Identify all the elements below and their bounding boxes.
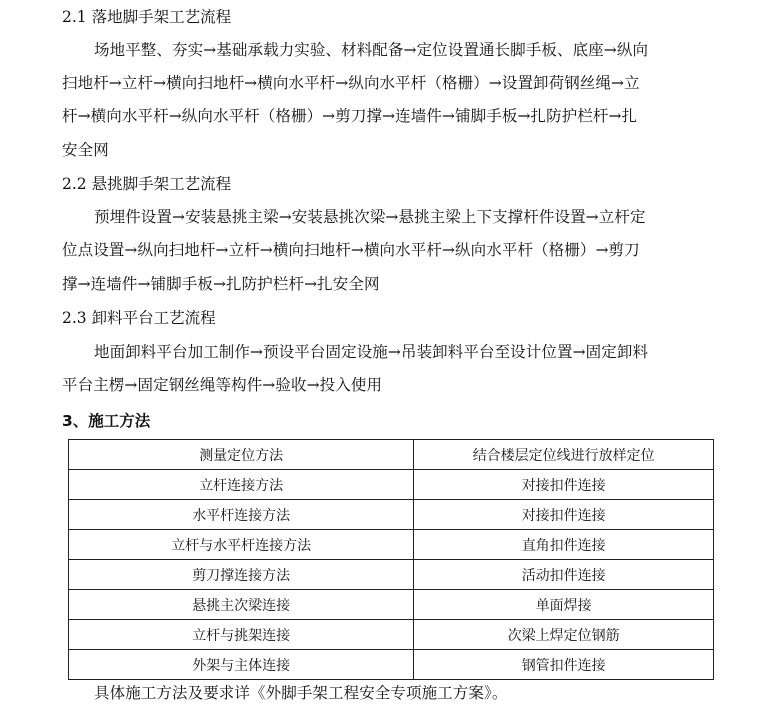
table-row	[69, 530, 714, 560]
construction-method-table	[68, 439, 714, 680]
table-cell-method: 对接扣件连接	[414, 470, 714, 500]
table-cell-item: 外架与主体连接	[69, 650, 414, 680]
table-cell-item: 立杆与挑架连接	[69, 620, 414, 650]
table-cell-method: 次梁上焊定位钢筋	[414, 620, 714, 650]
table-cell-method: 结合楼层定位线进行放样定位	[414, 440, 714, 470]
table-cell-item: 剪刀撑连接方法	[69, 560, 414, 590]
table-cell-item: 测量定位方法	[69, 440, 414, 470]
table-row	[69, 470, 714, 500]
table-row	[69, 590, 714, 620]
section-2-3-line-1: 地面卸料平台加工制作→预设平台固定设施→吊装卸料平台至设计位置→固定卸料	[94, 343, 649, 361]
section-2-1-line-3: 杆→横向水平杆→纵向水平杆（格栅）→剪刀撑→连墙件→铺脚手板→扎防护栏杆→扎	[62, 107, 638, 125]
section-2-3-line-2: 平台主楞→固定钢丝绳等构件→验收→投入使用	[62, 376, 383, 394]
table-cell-item: 立杆与水平杆连接方法	[69, 530, 414, 560]
table-row	[69, 620, 714, 650]
table-row	[69, 650, 714, 680]
table-cell-method: 直角扣件连接	[414, 530, 714, 560]
section-2-2-line-3: 撑→连墙件→铺脚手板→扎防护栏杆→扎安全网	[62, 275, 380, 293]
table-row	[69, 500, 714, 530]
method-title: 3、施工方法	[62, 412, 151, 430]
table-cell-method: 钢管扣件连接	[414, 650, 714, 680]
table-cell-item: 立杆连接方法	[69, 470, 414, 500]
table-cell-method: 单面焊接	[414, 590, 714, 620]
table-cell-item: 悬挑主次梁连接	[69, 590, 414, 620]
footnote-text: 具体施工方法及要求详《外脚手架工程安全专项施工方案》。	[94, 684, 508, 702]
section-heading-2-2: 2.2 悬挑脚手架工艺流程	[62, 175, 232, 193]
section-2-1-line-1: 场地平整、夯实→基础承载力实验、材料配备→定位设置通长脚手板、底座→纵向	[94, 41, 649, 59]
table-cell-method: 对接扣件连接	[414, 500, 714, 530]
table-cell-method: 活动扣件连接	[414, 560, 714, 590]
table-row	[69, 440, 714, 470]
section-2-2-line-1: 预埋件设置→安装悬挑主梁→安装悬挑次梁→悬挑主梁上下支撑杆件设置→立杆定	[94, 208, 646, 226]
table-cell-item: 水平杆连接方法	[69, 500, 414, 530]
section-heading-2-3: 2.3 卸料平台工艺流程	[62, 309, 216, 327]
section-2-1-line-4: 安全网	[62, 141, 109, 159]
section-2-1-line-2: 扫地杆→立杆→横向扫地杆→横向水平杆→纵向水平杆（格栅）→设置卸荷钢丝绳→立	[62, 74, 640, 92]
table-row	[69, 560, 714, 590]
section-2-2-line-2: 位点设置→纵向扫地杆→立杆→横向扫地杆→横向水平杆→纵向水平杆（格栅）→剪刀	[62, 241, 640, 259]
section-heading-2-1: 2.1 落地脚手架工艺流程	[62, 8, 232, 26]
